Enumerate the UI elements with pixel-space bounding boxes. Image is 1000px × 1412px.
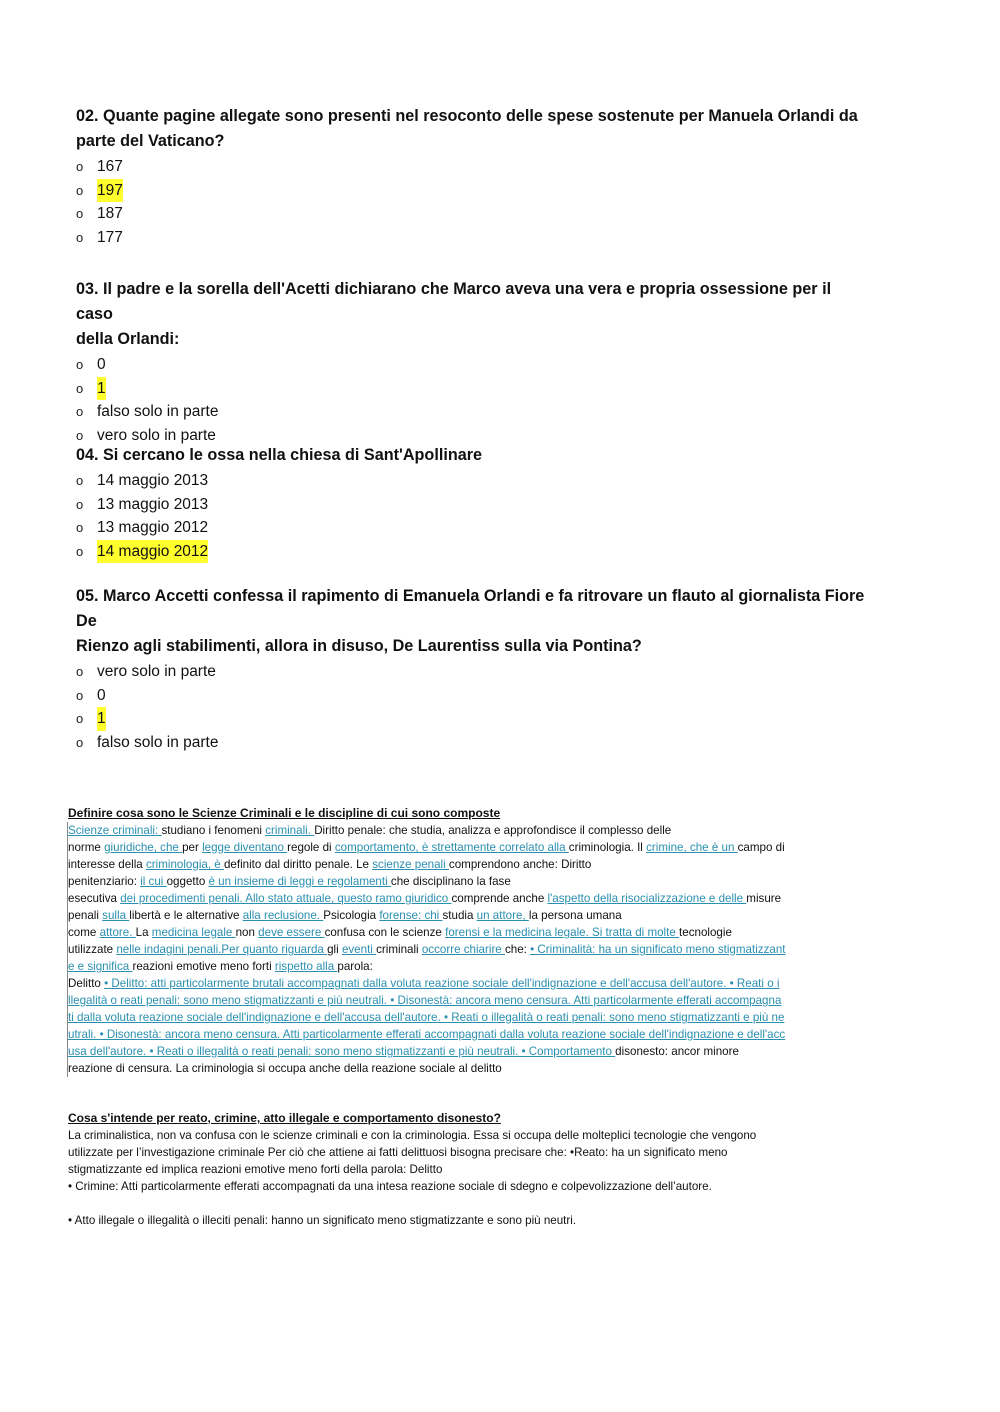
answer-option[interactable] [76,707,866,731]
circle-bullet-icon: o [76,404,84,419]
hyperlink-text[interactable]: occorre chiarire [421,943,505,956]
hyperlink-text[interactable]: l'aspetto della risocializzazione e delle [547,892,747,905]
question-text: 05. Marco Accetti confessa il rapimento di Emanuela Orlandi e fa ritrovare un flauto al giornalista Fiore De Rienzo agli stabilimenti, allora in disuso, De Laurentiss sulla via Pontina? [76,587,865,655]
question-block-02 [76,104,866,249]
hyperlink-text[interactable]: comportamento, è strettamente correlato alla [334,841,569,854]
plain-text: La [135,926,152,939]
answer-option[interactable]: o falso solo in parte [76,400,866,424]
body-line [68,856,868,873]
circle-bullet-icon: o [76,473,84,488]
section-title: Cosa s'intende per reato, crimine, atto illegale e comportamento disonesto? [68,1111,501,1125]
plain-text: oggetto [166,875,209,888]
circle-bullet-icon: o [76,206,84,221]
hyperlink-text[interactable]: giuridiche, che [104,841,183,854]
answer-option[interactable]: o 0 [76,684,866,708]
plain-text: reazione di censura. La criminologia si occupa anche della reazione sociale al delitto [68,1062,502,1075]
circle-bullet-icon: o [76,357,84,372]
hyperlink-text[interactable]: il cui [140,875,167,888]
plain-text: regole di [287,841,335,854]
answer-option[interactable] [76,179,866,203]
plain-text: non [235,926,259,939]
highlighted-answer: 1 [97,707,106,731]
section-title: Definire cosa sono le Scienze Criminali e le discipline di cui sono composte [68,806,501,820]
circle-bullet-icon: o [76,543,84,559]
circle-bullet-icon: o [76,687,84,703]
hyperlink-text[interactable]: legge diventano [202,841,288,854]
hyperlink-text[interactable]: criminologia, è [145,858,224,871]
answer-option[interactable]: o 14 maggio 2013 [76,469,866,493]
plain-text: la persona umana [528,909,622,922]
hyperlink-text[interactable]: un attore, [476,909,529,922]
plain-text: esecutiva [68,892,121,905]
answer-option[interactable]: o 13 maggio 2013 [76,493,866,517]
circle-bullet-icon: o [76,520,84,535]
hyperlink-text[interactable]: medicina legale [151,926,236,939]
circle-bullet-icon: o [76,734,84,750]
question-block-05 [76,584,866,754]
plain-text: libertà e le alternative [129,909,243,922]
hyperlink-text[interactable]: ti dalla voluta reazione sociale dell'indignazione e dell'accusa dell'autore. • Reati o illegalità o reati penali: sono meno stigmatizzanti e più ne [68,1011,785,1024]
answer-option[interactable]: o vero solo in parte [76,424,866,448]
answer-option[interactable]: o 0 [76,353,866,377]
question-text: 02. Quante pagine allegate sono presenti nel resoconto delle spese sostenute per Manuela Orlandi da parte del Vaticano? [76,107,858,150]
hyperlink-text[interactable]: dei procedimenti penali. Allo stato attuale, questo ramo giuridico [120,892,452,905]
body-line [68,958,868,975]
body-line [68,975,868,992]
body-line [68,822,868,839]
question-text: 03. Il padre e la sorella dell'Acetti dichiarano che Marco aveva una vera e propria ossessione per il caso della Orlandi: [76,280,832,348]
question-text: 04. Si cercano le ossa nella chiesa di Sant'Apollinare [76,446,483,464]
hyperlink-text[interactable]: nelle indagini penali.Per quanto riguarda [116,943,328,956]
answer-option[interactable] [76,540,866,564]
highlighted-answer: 14 maggio 2012 [97,540,208,564]
body-line [68,1060,868,1077]
plain-text: Psicologia [323,909,380,922]
plain-text: come [68,926,100,939]
answer-option[interactable]: o vero solo in parte [76,660,866,684]
hyperlink-text[interactable]: Scienze criminali: [68,824,162,837]
plain-text: Delitto [68,977,105,990]
body-line: stigmatizzante ed implica reazioni emotive meno forti della parola: Delitto [68,1163,443,1176]
plain-text: confusa con le scienze [324,926,446,939]
body-line [68,941,868,958]
plain-text: criminali [376,943,422,956]
plain-text: reazioni emotive meno forti [132,960,275,973]
plain-text: che disciplinano la fase [390,875,511,888]
plain-text: interesse della [68,858,146,871]
hyperlink-text[interactable]: alla reclusione. [242,909,324,922]
highlighted-answer: 197 [97,179,123,203]
answer-option[interactable]: o falso solo in parte [76,731,866,755]
plain-text: gli [327,943,342,956]
plain-text: disonesto: ancor minore [615,1045,739,1058]
answer-option[interactable]: o 177 [76,226,866,250]
plain-text: per [182,841,203,854]
hyperlink-text[interactable]: criminali. [265,824,315,837]
plain-text: norme [68,841,105,854]
question-block-04 [76,443,866,563]
plain-text: definito dal diritto penale. Le [223,858,373,871]
hyperlink-text[interactable]: scienze penali [372,858,449,871]
hyperlink-text[interactable]: • Delitto: atti particolarmente brutali accompagnati dalla voluta reazione sociale dell'indignazione e dell'accusa dell'autore. • Reati o i [104,977,780,990]
body-line: La criminalistica, non va confusa con le scienze criminali e con la criminologia. Essa si occupa delle molteplici tecnologie che vengono [68,1129,757,1142]
plain-text: penali [68,909,103,922]
plain-text: comprende anche [451,892,548,905]
hyperlink-text[interactable]: forensi e la medicina legale. Si tratta di molte [445,926,680,939]
answer-option[interactable] [76,377,866,401]
hyperlink-text[interactable]: crimine, che è un [646,841,738,854]
section-scienze-criminali [68,805,868,1077]
body-line [68,873,868,890]
body-line [68,992,868,1009]
hyperlink-text[interactable]: forense: chi [379,909,443,922]
body-line: • Crimine: Atti particolarmente efferati accompagnati da una intesa reazione sociale di sdegno e colpevolizzazione dell’autore. [68,1180,712,1193]
plain-text: penitenziario: [68,875,141,888]
body-line [68,907,868,924]
plain-text: criminologia. Il [568,841,647,854]
plain-text: campo di [737,841,785,854]
body-line [68,1026,868,1043]
answer-option[interactable]: o 167 [76,155,866,179]
hyperlink-text[interactable]: usa dell'autore. • Reati o illegalità o reati penali: sono meno stigmatizzanti e più neutrali. • Comportamento [68,1045,616,1058]
hyperlink-text[interactable]: e e significa [68,960,133,973]
hyperlink-text[interactable]: rispetto alla [274,960,338,973]
section-reato-crimine [68,1110,868,1229]
body-line [68,890,868,907]
circle-bullet-icon: o [76,182,84,198]
plain-text: Diritto penale: che studia, analizza e approfondisce il complesso delle [314,824,672,837]
hyperlink-text[interactable]: llegalità o reati penali: sono meno stigmatizzanti e più neutrali. • Disonestà: ancora meno censura. Atti particolarmente efferati accompagna [68,994,782,1007]
body-line [68,1043,868,1060]
answer-option[interactable]: o 187 [76,202,866,226]
plain-text: tecnologie [679,926,732,939]
circle-bullet-icon: o [76,711,84,726]
hyperlink-text[interactable]: deve essere [258,926,325,939]
body-line: • Atto illegale o illegalità o illeciti penali: hanno un significato meno stigmatizzante e sono più neutri. [68,1214,577,1227]
hyperlink-text[interactable]: • Criminalità: ha un significato meno stigmatizzant [530,943,786,956]
circle-bullet-icon: o [76,229,84,245]
hyperlink-text[interactable]: sulla [102,909,130,922]
body-line [68,924,868,941]
answer-options [76,660,866,754]
section-body [68,1127,868,1229]
body-line [68,839,868,856]
plain-text: parola: [337,960,373,973]
answer-option[interactable]: o 13 maggio 2012 [76,516,866,540]
blank-line [68,1195,868,1212]
hyperlink-text[interactable]: utrali. • Disonestà: ancora meno censura. Atti particolarmente efferati accompagnati dalla voluta reazione sociale dell'indignazione e dell'acc [68,1028,786,1041]
highlighted-answer: 1 [97,377,106,401]
body-line [68,1009,868,1026]
hyperlink-text[interactable]: attore. [99,926,136,939]
plain-text: utilizzate [68,943,117,956]
circle-bullet-icon: o [76,380,84,396]
plain-text: studiano i fenomeni [161,824,266,837]
circle-bullet-icon: o [76,496,84,512]
answer-options [76,469,866,563]
plain-text: studia [442,909,477,922]
plain-text: che: [504,943,531,956]
circle-bullet-icon: o [76,664,84,679]
answer-options [76,155,866,249]
section-body [67,822,868,1077]
hyperlink-text[interactable]: eventi [341,943,377,956]
circle-bullet-icon: o [76,159,84,174]
plain-text: comprendono anche: Diritto [448,858,592,871]
plain-text: misure [746,892,782,905]
answer-options [76,353,866,447]
hyperlink-text[interactable]: è un insieme di leggi e regolamenti [208,875,391,888]
body-line: utilizzate per l’investigazione criminale Per ciò che attiene ai fatti delittuosi bisogna precisare che: •Reato: ha un significato meno [68,1146,728,1159]
question-block-03 [76,277,866,447]
circle-bullet-icon: o [76,427,84,443]
